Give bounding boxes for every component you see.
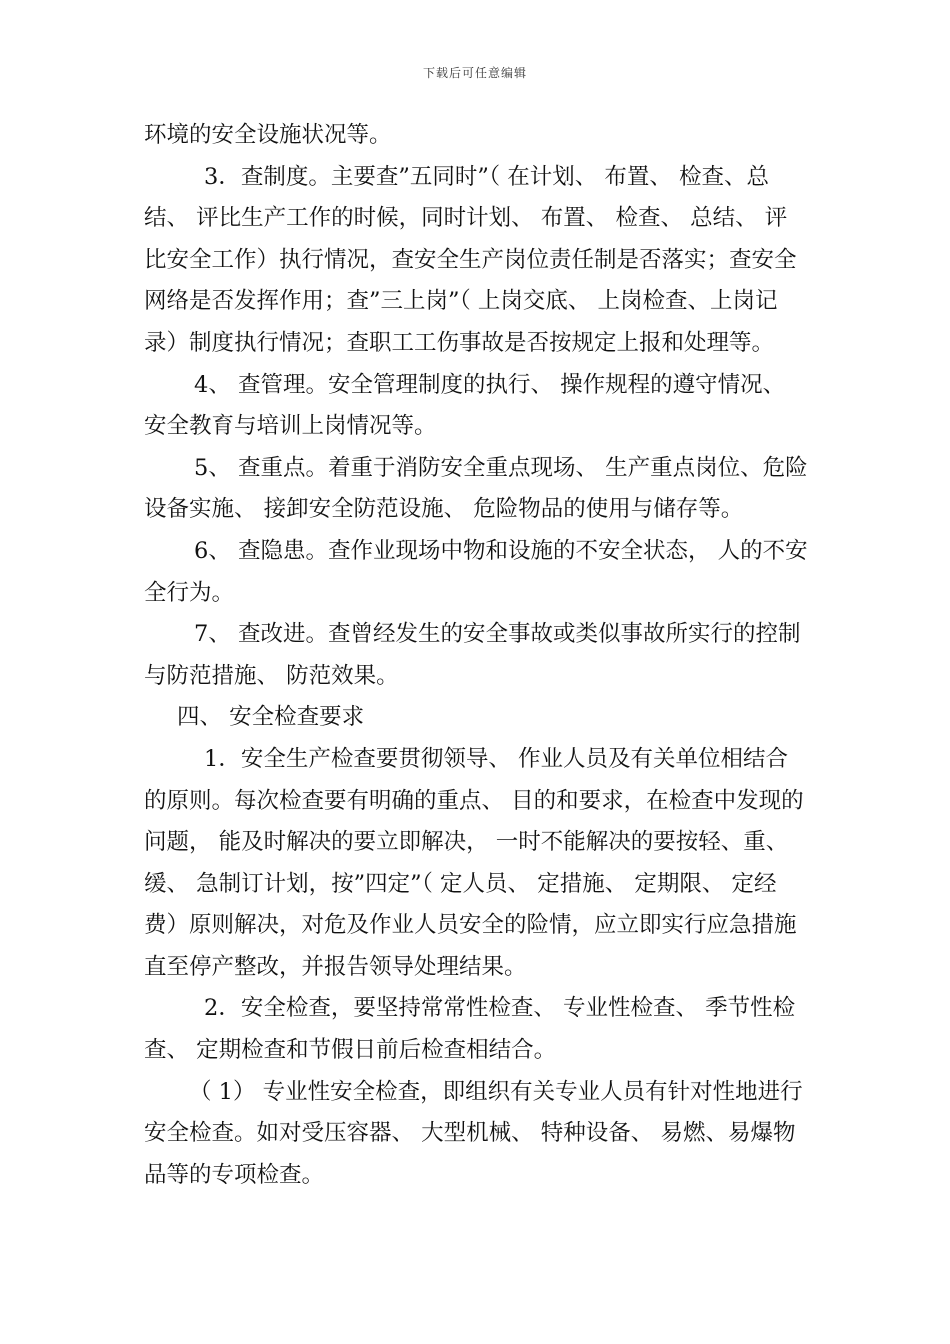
paragraph: 6、 查隐患。查作业现场中物和设施的不安全状态， 人的不安全行为。: [144, 537, 808, 606]
paragraph: 5、 查重点。着重于消防安全重点现场、 生产重点岗位、危险设备实施、 接卸安全防范设施、 危险物品的使用与储存等。: [144, 454, 808, 523]
paragraph: 7、 查改进。查曾经发生的安全事故或类似事故所实行的控制与防范措施、 防范效果。: [144, 621, 801, 689]
page-header-note: 下载后可任意编辑: [422, 66, 527, 80]
paragraph: 1．安全生产检查要贯彻领导、 作业人员及有关单位相结合的原则。每次检查要有明确的重点、 目的和要求，在检查中发现的问题， 能及时解决的要立即解决， 一时不能解决的要按轻、重、 缓、 急制订计划，按”四定”（ 定人员、 定措施、 定期限、 定经费）原则解决，对危及作业人员安全的险情，应立即实行应急措施直至停产整改，并报告领导处理结果。: [144, 745, 804, 980]
paragraph: 3．查制度。主要查”五同时”（ 在计划、 布置、 检查、总结、 评比生产工作的时候，同时计划、 布置、 检查、 总结、 评比安全工作）执行情况，查安全生产岗位责任制是否落实；查安全网络是否发挥作用；查”三上岗”（ 上岗交底、 上岗检查、上岗记录）制度执行情况；查职工工伤事故是否按规定上报和处理等。: [144, 163, 797, 356]
paragraph: 4、 查管理。安全管理制度的执行、 操作规程的遵守情况、 安全教育与培训上岗情况等。: [144, 371, 793, 440]
paragraph: 2．安全检查，要坚持常常性检查、 专业性检查、 季节性检查、 定期检查和节假日前后检查相结合。: [144, 995, 796, 1064]
section-heading: 四、 安全检查要求: [177, 704, 365, 731]
paragraph: （ 1） 专业性安全检查，即组织有关专业人员有针对性地进行安全检查。如对受压容器、 大型机械、 特种设备、 易燃、易爆物品等的专项检查。: [144, 1078, 803, 1188]
document-body: [144, 115, 809, 1196]
paragraph: 环境的安全设施状况等。: [144, 122, 392, 148]
